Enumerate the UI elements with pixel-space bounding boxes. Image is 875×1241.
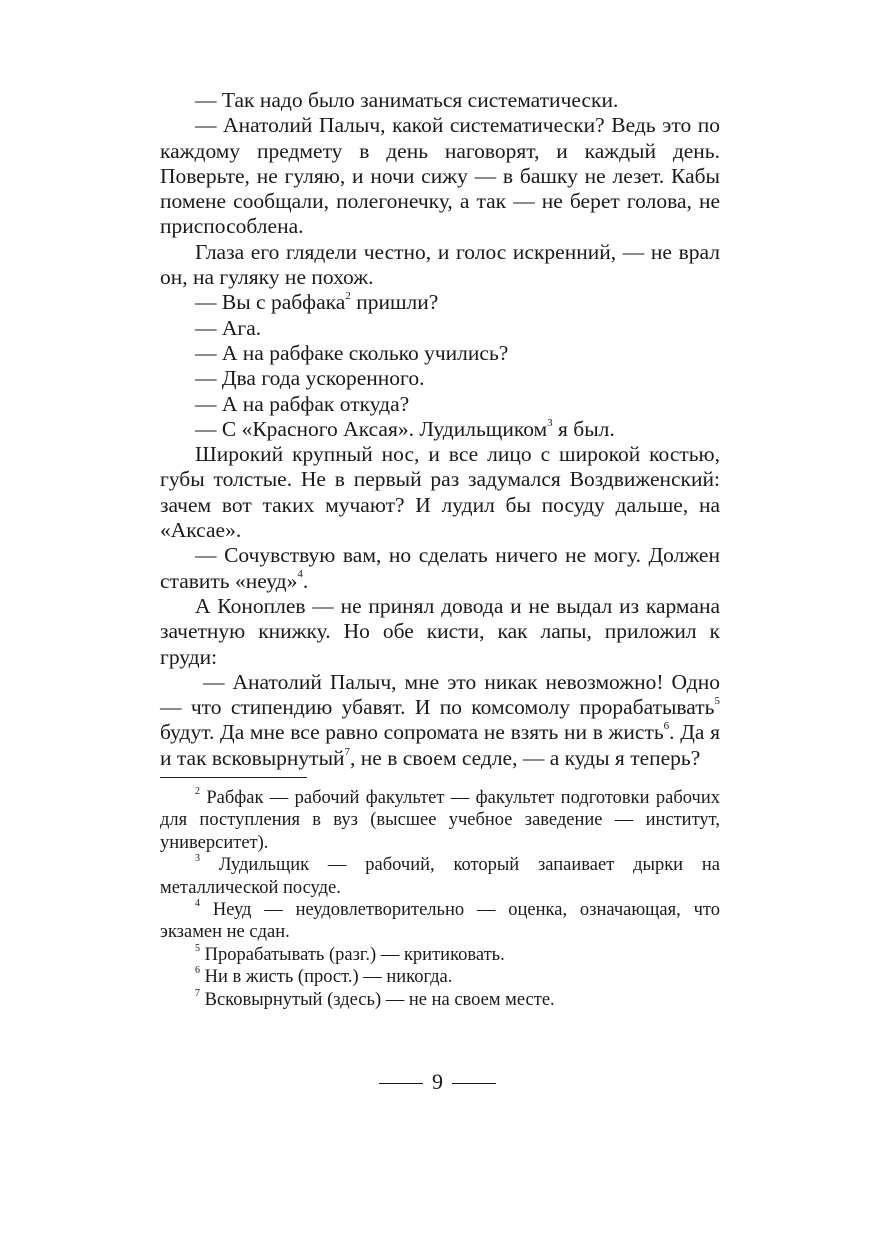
footnote-marker: 2	[345, 290, 351, 303]
paragraph: А Коноплев — не принял довода и не выдал из кармана зачетную книжку. Но обе кисти, как лапы, приложил к груди:	[160, 593, 720, 669]
text-span: — С «Красного Аксая». Лудильщиком	[195, 416, 548, 441]
text-span: — Сочувствую вам, но сделать ничего не могу. Должен ставить «неуд»	[160, 543, 720, 593]
paragraph: — Два года ускоренного.	[195, 366, 425, 391]
text-span: — Анатолий Палыч, мне это никак невозможно! Одно — что стипендию убавят. И по комсомолу прорабатывать	[160, 669, 720, 720]
main-text	[160, 88, 720, 771]
footnote-text: Рабфак — рабочий факультет — факультет подготовки рабочих для поступления в вуз (высшее учебное заведение — институт, университет).	[160, 788, 720, 853]
paragraph: — Ага.	[195, 315, 262, 340]
paragraph	[160, 417, 720, 442]
footnote-number: 4	[195, 897, 200, 909]
footnote	[160, 944, 720, 966]
paragraph: — А на рабфаке сколько учились?	[195, 340, 509, 365]
footnote-text: Прорабатывать (разг.) — критиковать.	[204, 944, 505, 965]
book-page	[160, 88, 720, 1011]
page-number-value: 9	[432, 1069, 443, 1094]
text-span: , не в своем седле, — а куды я теперь?	[350, 745, 701, 770]
footnote-text: Лудильщик — рабочий, который запаивает дырки на металлической посуде.	[160, 855, 721, 898]
text-span: я был.	[552, 416, 615, 441]
footnotes	[160, 787, 720, 1011]
footnote-marker: 7	[344, 745, 351, 758]
footnote-marker: 5	[714, 694, 720, 707]
footnote	[160, 989, 720, 1011]
footnote-text: Ни в жисть (прост.) — никогда.	[204, 967, 453, 988]
footnote-number: 7	[195, 987, 200, 999]
paragraph: — Анатолий Палыч, какой систематически? Ведь это по каждому предмету в день наговорят, и каждый день. Поверьте, не гуляю, и ночи сижу — в башку не лезет. Кабы помене сообщали, полегонечку, а так — не берет голова, не приспособлена.	[160, 113, 720, 239]
paragraph: Глаза его глядели честно, и голос искренний, — не врал он, на гуляку не похож.	[160, 239, 720, 290]
text-span: пришли?	[350, 290, 439, 315]
text-span: . Да я и так всковырнутый	[160, 720, 720, 770]
paragraph	[160, 290, 720, 315]
footnote-number: 5	[195, 942, 200, 954]
text-span: .	[302, 568, 309, 593]
paragraph: — Так надо было заниматься систематически.	[195, 88, 619, 112]
footnote-marker: 4	[297, 568, 303, 581]
text-span: будут. Да мне все равно сопромата не взять ни в жисть	[160, 720, 664, 745]
footnote-number: 6	[195, 965, 200, 977]
paragraph: — А на рабфак откуда?	[195, 391, 410, 416]
paragraph: Широкий крупный нос, и все лицо с широкой костью, губы толстые. Не в первый раз задумался Воздвиженский: зачем вот таких мучают? И лудил бы посуду дальше, на «Аксае».	[160, 442, 720, 543]
footnote-divider	[160, 777, 307, 778]
footnote-marker: 3	[547, 416, 553, 429]
footnote	[160, 787, 720, 854]
footnote	[160, 854, 720, 899]
page-number	[0, 1069, 875, 1095]
footnote-number: 3	[195, 853, 200, 865]
footnote	[160, 899, 720, 944]
footnote-marker: 6	[663, 720, 670, 733]
footnote-text: Всковырнутый (здесь) — не на своем месте.	[204, 989, 555, 1010]
footnote-text: Неуд — неудовлетворительно — оценка, означающая, что экзамен не сдан.	[160, 900, 720, 943]
page-number-dash-right	[452, 1083, 496, 1084]
text-span: — Вы с рабфака	[195, 290, 346, 315]
paragraph	[160, 670, 720, 771]
page-number-dash-left	[379, 1083, 423, 1084]
paragraph	[160, 543, 720, 594]
footnote-number: 2	[195, 785, 200, 797]
footnote	[160, 966, 720, 988]
